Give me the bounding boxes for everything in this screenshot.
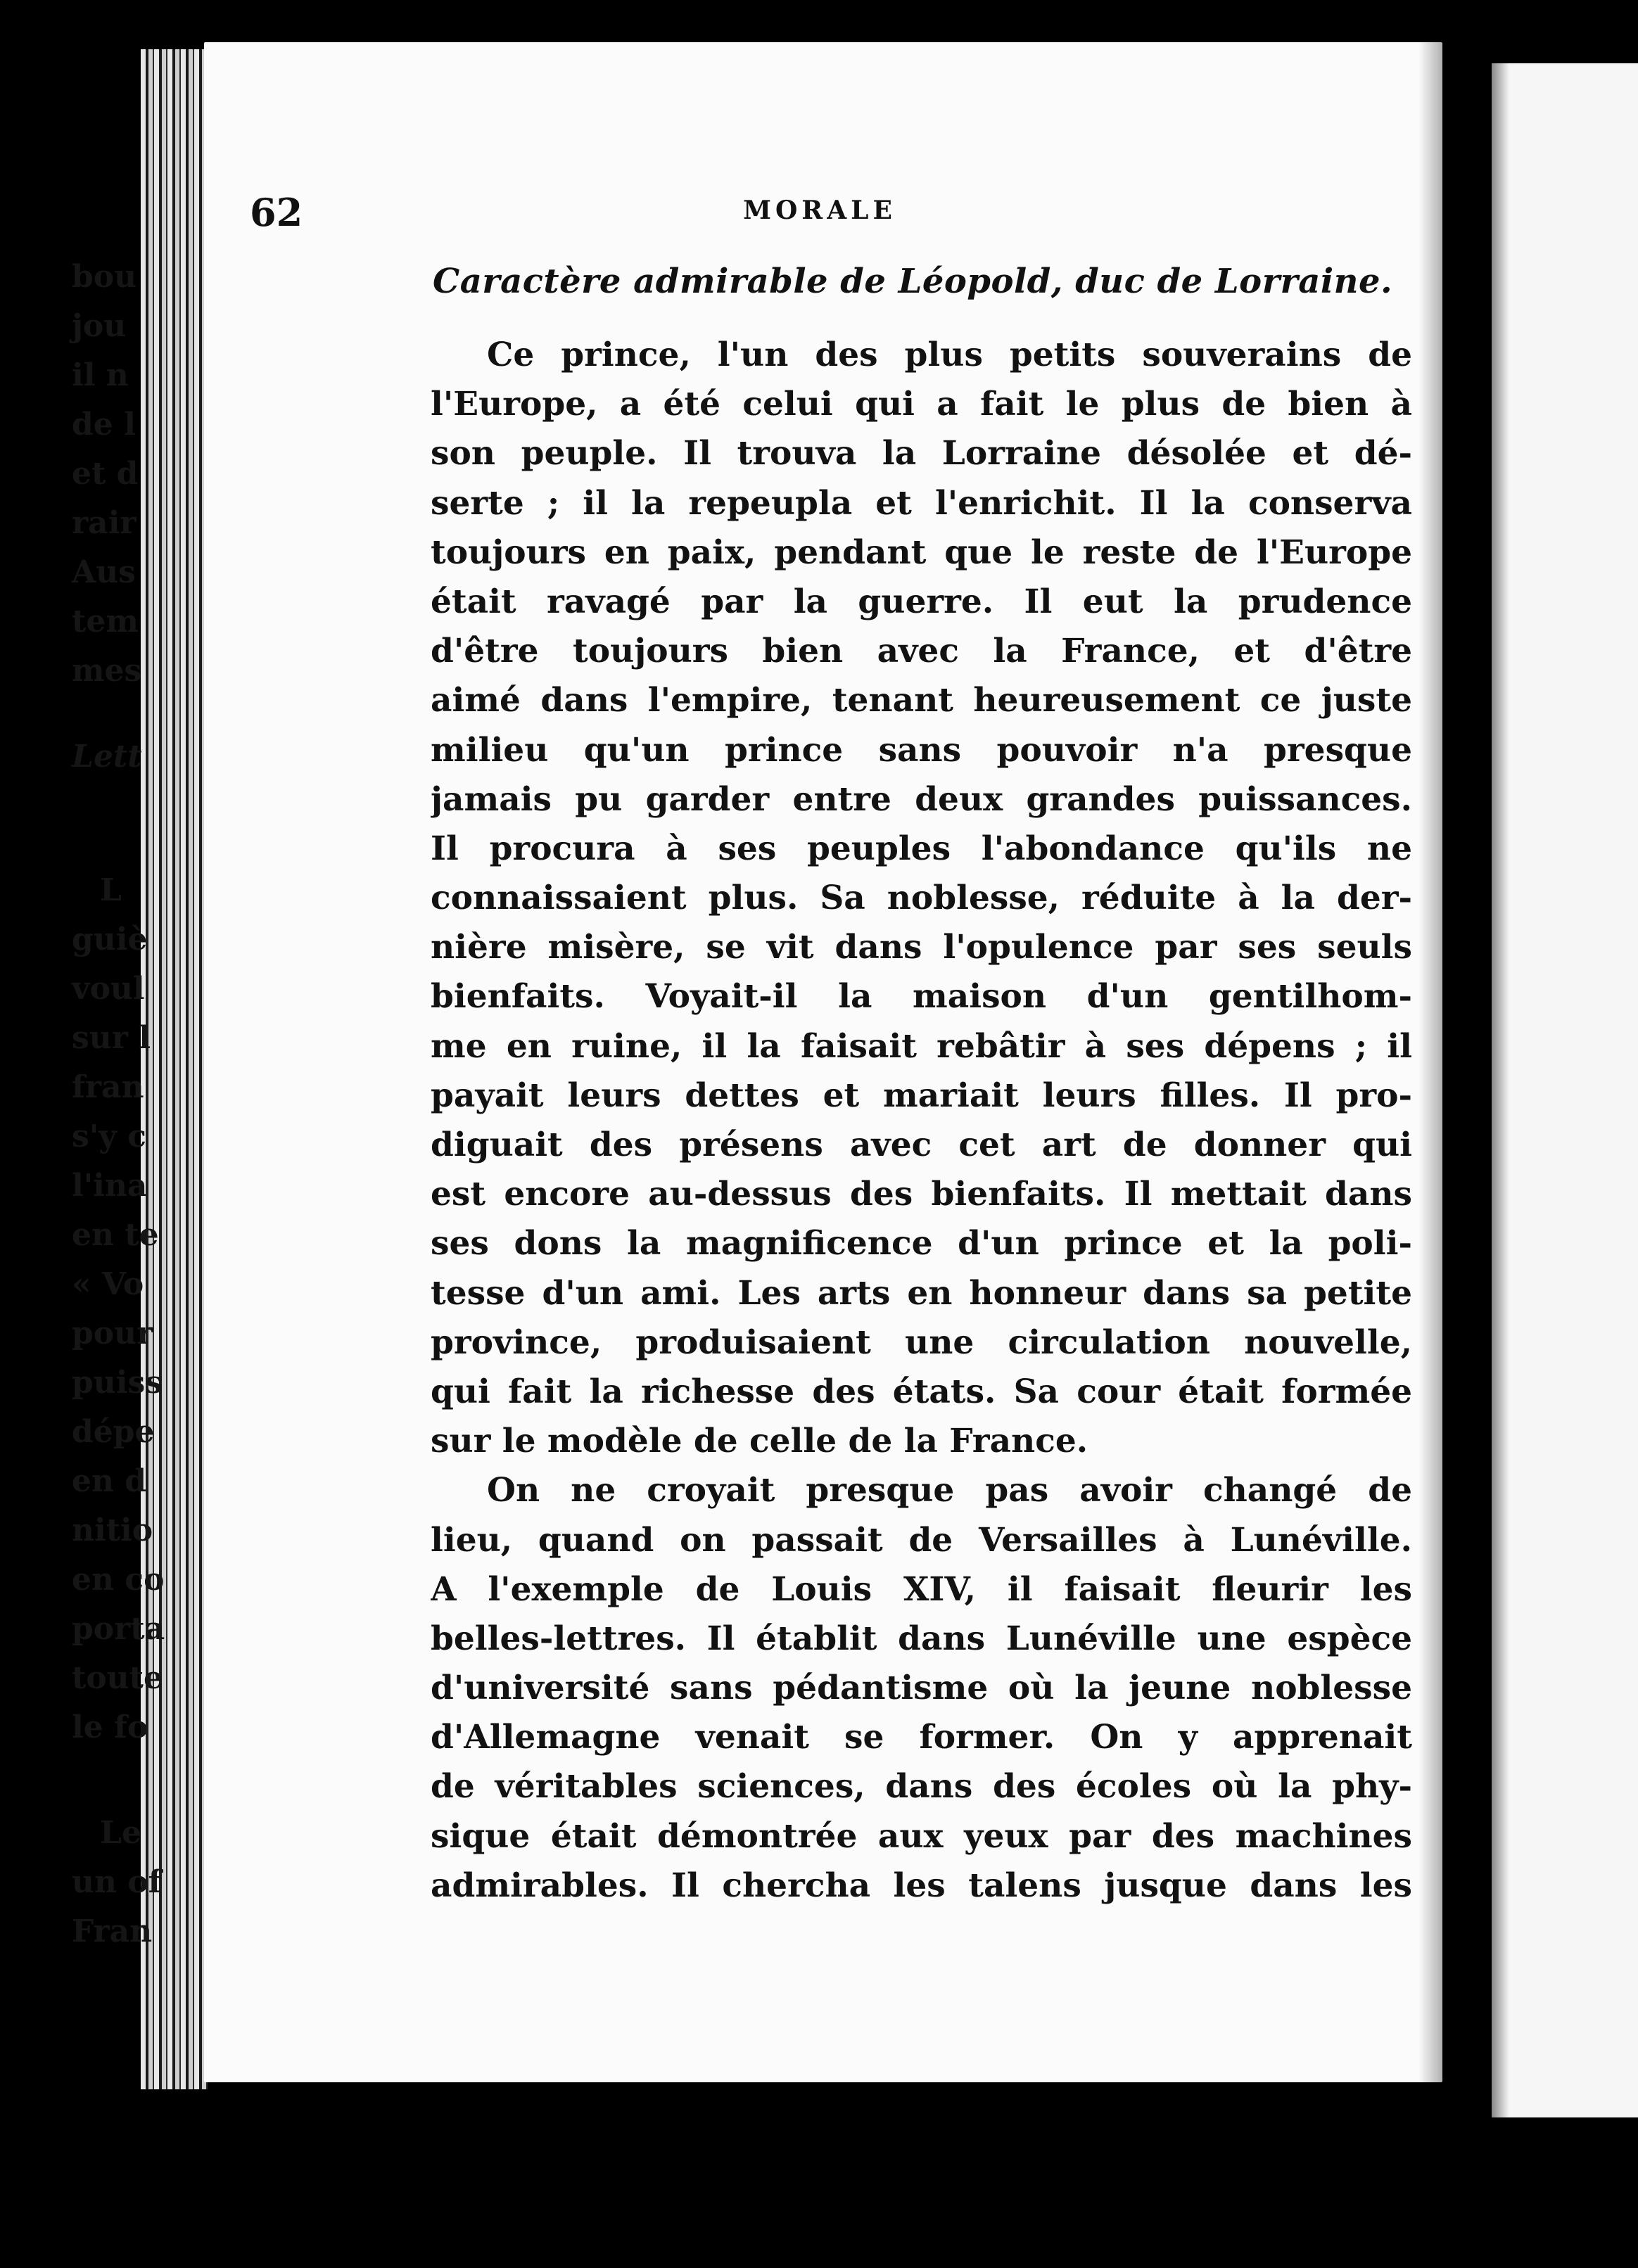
right-text-line: pour: [72, 1315, 153, 1351]
right-text-line: jou: [72, 308, 127, 344]
right-text-line: de l: [72, 407, 136, 442]
text-line: diguait des présens avec cet art de donner qui: [431, 1126, 1412, 1164]
text-line: de véritables sciences, dans des écoles où la phy-: [431, 1767, 1412, 1807]
right-text-line: Fran: [72, 1913, 153, 1949]
book-gutter: [1442, 0, 1492, 2268]
text-line: A l'exemple de Louis XIV, il faisait fleurir les: [431, 1569, 1412, 1609]
text-line: qui fait la richesse des états. Sa cour était formée: [431, 1372, 1412, 1411]
right-text-line: en d: [72, 1463, 147, 1499]
page-number: 62: [250, 190, 303, 235]
text-line: connaissaient plus. Sa noblesse, réduite à la der-: [431, 879, 1412, 918]
text-line: d'être toujours bien avec la France, et d'être: [431, 632, 1412, 671]
right-text-line: le fo: [72, 1709, 148, 1745]
text-line: l'Europe, a été celui qui a fait le plus de bien à: [431, 385, 1412, 424]
right-text-line: bou: [72, 259, 137, 295]
running-title: MORALE: [743, 196, 896, 225]
right-text-line: sur l: [72, 1020, 151, 1056]
text-line: sur le modèle de celle de la France.: [431, 1422, 1088, 1461]
right-text-line: Lett: [72, 739, 142, 775]
text-line: son peuple. Il trouva la Lorraine désolée et dé-: [431, 434, 1412, 473]
right-text-line: en te: [72, 1217, 159, 1253]
text-line: me en ruine, il la faisait rebâtir à ses dépens ; il: [431, 1026, 1412, 1066]
right-text-line: fran: [72, 1069, 144, 1105]
text-line: province, produisaient une circulation nouvelle,: [431, 1323, 1412, 1362]
right-text-line: toute: [72, 1660, 163, 1696]
text-line: ses dons la magnificence d'un prince et la poli-: [431, 1224, 1412, 1263]
text-line: bienfaits. Voyait-il la maison d'un gentilhom-: [431, 977, 1412, 1017]
text-line: Il procura à ses peuples l'abondance qu'ils ne: [431, 829, 1412, 868]
page-edges: [141, 49, 208, 2089]
text-line: serte ; il la repeupla et l'enrichit. Il la conserva: [431, 483, 1412, 523]
text-line: lieu, quand on passait de Versailles à Lunéville.: [431, 1520, 1412, 1560]
right-text-line: tem: [72, 604, 139, 639]
right-text-line: l'ina: [72, 1168, 148, 1204]
body-text: [431, 331, 1412, 1911]
text-line: Ce prince, l'un des plus petits souverains de: [487, 336, 1412, 374]
gutter-shadow-right: [1492, 63, 1509, 2117]
right-text-line: puiss: [72, 1365, 163, 1401]
right-text-line: nitio: [72, 1512, 153, 1548]
right-text-line: il n: [72, 357, 129, 393]
right-text-line: voul: [72, 971, 145, 1007]
right-text-line: en co: [72, 1562, 165, 1598]
text-line: belles-lettres. Il établit dans Lunéville une espèce: [431, 1619, 1412, 1658]
right-text-line: un of: [72, 1864, 162, 1900]
right-text-line: « Vo: [72, 1266, 144, 1302]
right-text-line: s'y c: [72, 1119, 146, 1154]
right-page-fragment: [1492, 63, 1638, 2117]
text-line: sique était démontrée aux yeux par des machines: [431, 1816, 1412, 1856]
section-heading: Caractère admirable de Léopold, duc de Lorraine.: [433, 262, 1393, 301]
text-line: jamais pu garder entre deux grandes puissances.: [431, 779, 1412, 819]
right-text-line: porta: [72, 1611, 165, 1647]
text-line: toujours en paix, pendant que le reste de l'Europe: [431, 533, 1412, 572]
text-line: milieu qu'un prince sans pouvoir n'a presque: [431, 730, 1412, 770]
text-line: admirables. Il chercha les talens jusque dans les: [431, 1866, 1412, 1905]
right-text-line: mes: [72, 653, 142, 689]
text-line: est encore au-dessus des bienfaits. Il mettait dans: [431, 1175, 1412, 1214]
right-text-line: et d: [72, 456, 139, 492]
right-text-line: dépe: [72, 1414, 155, 1450]
right-text-line: Aus: [72, 554, 136, 590]
text-line: était ravagé par la guerre. Il eut la prudence: [431, 582, 1412, 621]
right-text-line: rair: [72, 505, 136, 541]
text-line: payait leurs dettes et mariait leurs filles. Il pro-: [431, 1076, 1412, 1115]
running-head: [250, 190, 1390, 235]
text-line: nière misère, se vit dans l'opulence par ses seuls: [431, 928, 1412, 967]
text-line: On ne croyait presque pas avoir changé de: [487, 1471, 1412, 1510]
text-line: tesse d'un ami. Les arts en honneur dans sa petite: [431, 1273, 1412, 1313]
text-line: d'Allemagne venait se former. On y apprenait: [431, 1718, 1412, 1757]
right-text-line: L: [100, 872, 122, 908]
right-text-line: guiè: [72, 922, 148, 957]
text-line: aimé dans l'empire, tenant heureusement ce juste: [431, 681, 1412, 720]
text-line: d'université sans pédantisme où la jeune noblesse: [431, 1669, 1412, 1708]
right-text-line: Le: [100, 1815, 141, 1851]
